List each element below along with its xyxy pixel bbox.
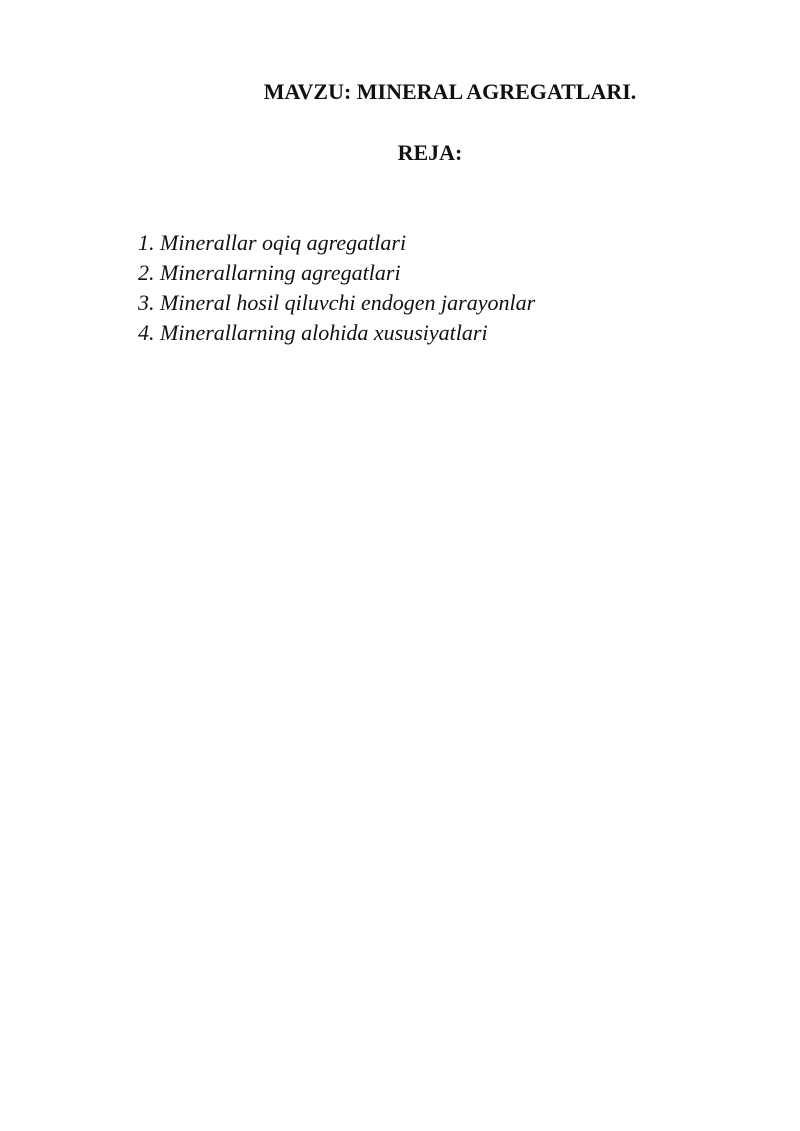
plan-item: 3. Mineral hosil qiluvchi endogen jarayonlar — [138, 290, 536, 315]
plan-item: 2. Minerallarning agregatlari — [138, 260, 401, 285]
plan-item: 1. Minerallar oqiq agregatlari — [138, 230, 407, 255]
page-title: MAVZU: MINERAL AGREGATLARI. — [263, 79, 637, 104]
plan-item: 4. Minerallarning alohida xususiyatlari — [138, 320, 488, 345]
plan-list — [138, 228, 738, 348]
plan-heading: REJA: — [397, 140, 463, 165]
